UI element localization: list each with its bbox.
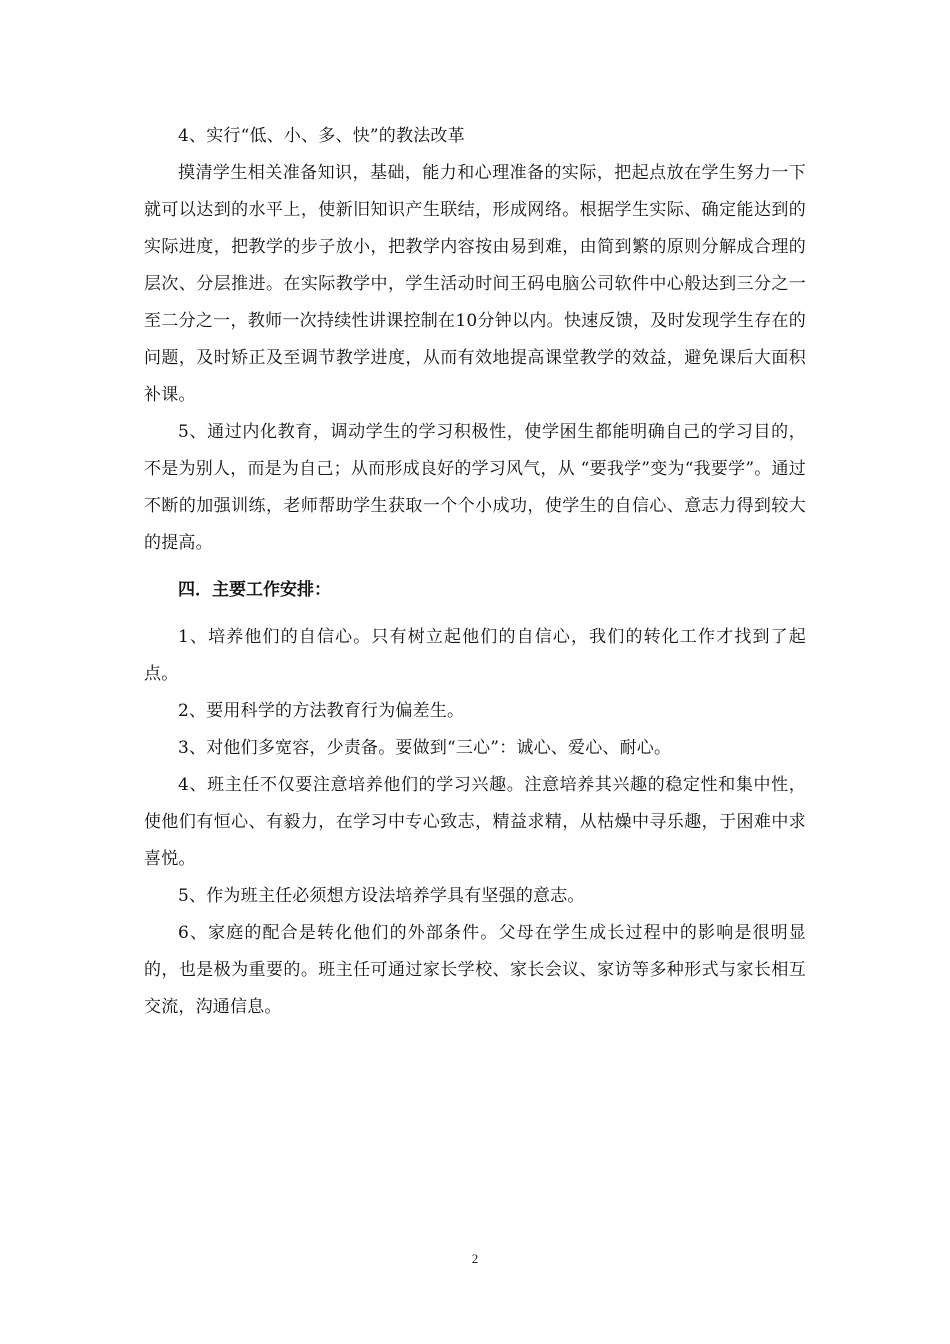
document-page bbox=[144, 118, 806, 1026]
list-item: 6、家庭的配合是转化他们的外部条件。父母在学生成长过程中的影响是很明显的，也是极为重要的。班主任可通过家长学校、家长会议、家访等多种形式与家长相互交流，沟通信息。 bbox=[144, 923, 806, 1017]
list-item: 5、作为班主任必须想方设法培养学具有坚强的意志。 bbox=[178, 886, 585, 906]
list-item: 4、班主任不仅要注意培养他们的学习兴趣。注意培养其兴趣的稳定性和集中性，使他们有恒心、有毅力，在学习中专心致志，精益求精，从枯燥中寻乐趣，于困难中求喜悦。 bbox=[144, 775, 806, 869]
section-heading: 四．主要工作安排： bbox=[178, 580, 331, 600]
item4-title: 4、实行“低、小、多、快”的教法改革 bbox=[178, 126, 465, 146]
item4-body: 摸清学生相关准备知识，基础，能力和心理准备的实际，把起点放在学生努力一下就可以达到的水平上，使新旧知识产生联结，形成网络。根据学生实际、确定能达到的实际进度，把教学的步子放小，把教学内容按由易到难，由简到繁的原则分解成合理的层次、分层推进。在实际教学中，学生活动时间王码电脑公司软件中心般达到三分之一至二分之一，教师一次持续性讲课控制在10分钟以内。快速反馈，及时发现学生存在的问题，及时矫正及至调节教学进度，从而有效地提高课堂教学的效益，避免课后大面积补课。 bbox=[144, 163, 806, 405]
section-gap bbox=[144, 562, 806, 566]
item5-body: 5、通过内化教育，调动学生的学习积极性，使学困生都能明确自己的学习目的，不是为别人，而是为自己；从而形成良好的学习风气，从 “要我学”变为“我要学”。通过不断的加强训练，老师帮助学生获取一个个小成功，使学生的自信心、意志力得到较大的提高。 bbox=[144, 422, 806, 553]
list-item: 2、要用科学的方法教育行为偏差生。 bbox=[178, 701, 465, 721]
list-item: 3、对他们多宽容，少责备。要做到“三心”：诚心、爱心、耐心。 bbox=[178, 738, 672, 758]
page-number: 2 bbox=[471, 1251, 479, 1266]
list-item: 1、培养他们的自信心。只有树立起他们的自信心，我们的转化工作才找到了起点。 bbox=[144, 627, 806, 684]
